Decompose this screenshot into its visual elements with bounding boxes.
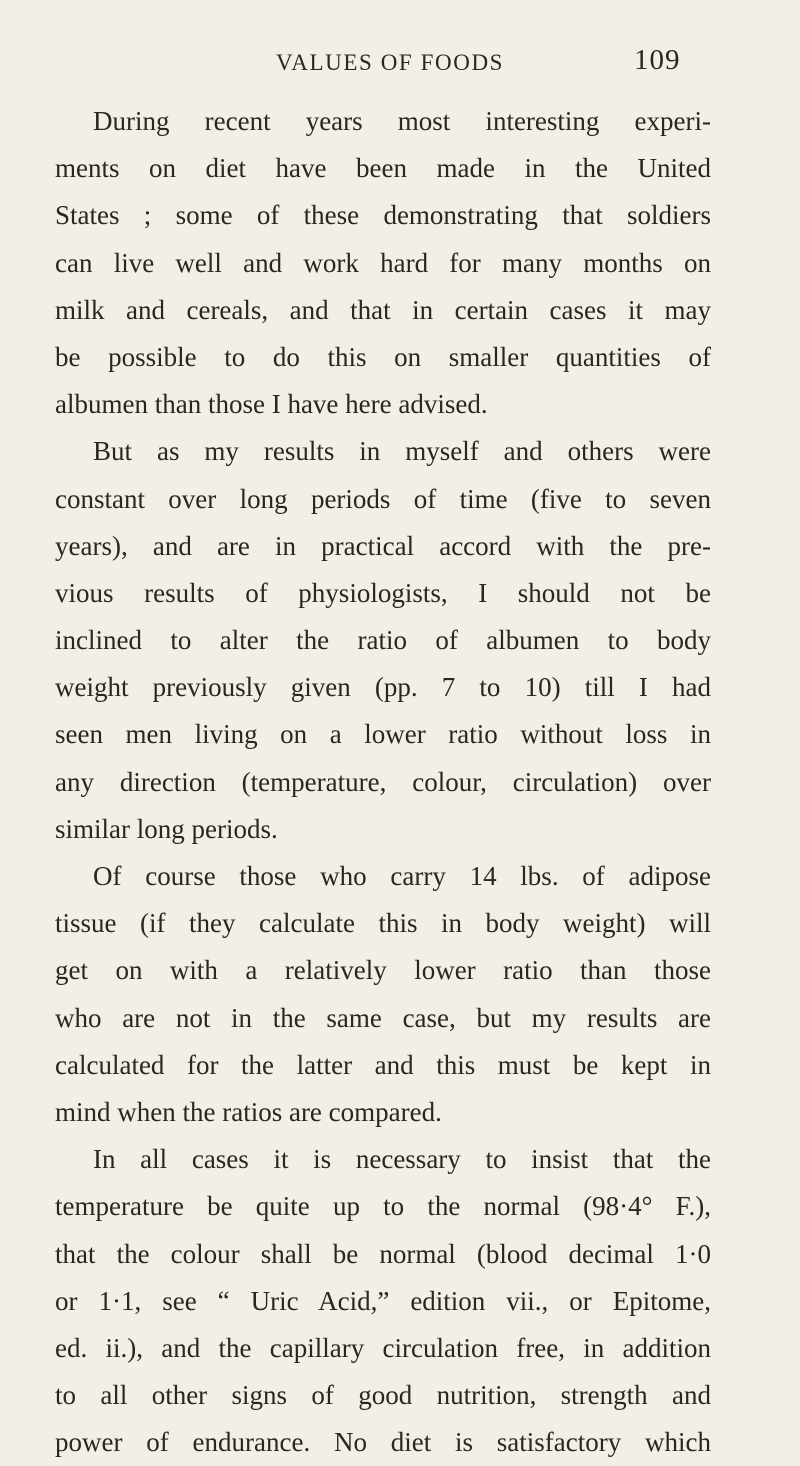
text-line: years), and are in practical accord with the pre- [55,530,711,561]
page-number: 109 [634,44,681,76]
body-text [55,98,711,1466]
text-line: any direction (temperature, colour, circulation) over [55,766,711,797]
text-line: ments on diet have been made in the United [55,153,711,184]
text-line: that the colour shall be normal (blood decimal 1·0 [55,1238,711,1269]
text-line: mind when the ratios are compared. [55,1096,442,1127]
text-line: tissue (if they calculate this in body weight) will [55,908,711,939]
running-head [0,44,800,84]
text-line: albumen than those I have here advised. [55,389,488,420]
text-line: to all other signs of good nutrition, strength and [55,1380,711,1411]
text-line: can live well and work hard for many months on [55,247,711,278]
text-line: calculated for the latter and this must be kept in [55,1049,711,1080]
text-line: ed. ii.), and the capillary circulation free, in addition [55,1332,711,1363]
text-line: But as my results in myself and others were [93,436,711,467]
text-line: power of endurance. No diet is satisfactory which [55,1427,711,1458]
text-line: milk and cereals, and that in certain cases it may [55,294,711,325]
text-line: inclined to alter the ratio of albumen to body [55,625,711,656]
text-line: who are not in the same case, but my results are [55,1002,711,1033]
running-title: VALUES OF FOODS [276,50,505,75]
text-line: States ; some of these demonstrating that soldiers [55,200,711,231]
text-line: vious results of physiologists, I should not be [55,577,711,608]
text-line: be possible to do this on smaller quantities of [55,341,711,372]
text-line: During recent years most interesting experi- [93,106,711,136]
text-line: get on with a relatively lower ratio than those [55,955,711,986]
text-line: weight previously given (pp. 7 to 10) till I had [55,672,711,703]
text-line: temperature be quite up to the normal (98·4° F.), [55,1191,711,1222]
text-line: In all cases it is necessary to insist that the [93,1144,711,1175]
text-line: seen men living on a lower ratio without loss in [55,719,711,750]
text-line: constant over long periods of time (five to seven [55,483,711,514]
text-line: similar long periods. [55,813,278,844]
text-line: or 1·1, see “ Uric Acid,” edition vii., or Epitome, [55,1285,711,1316]
text-line: Of course those who carry 14 lbs. of adipose [93,861,711,891]
